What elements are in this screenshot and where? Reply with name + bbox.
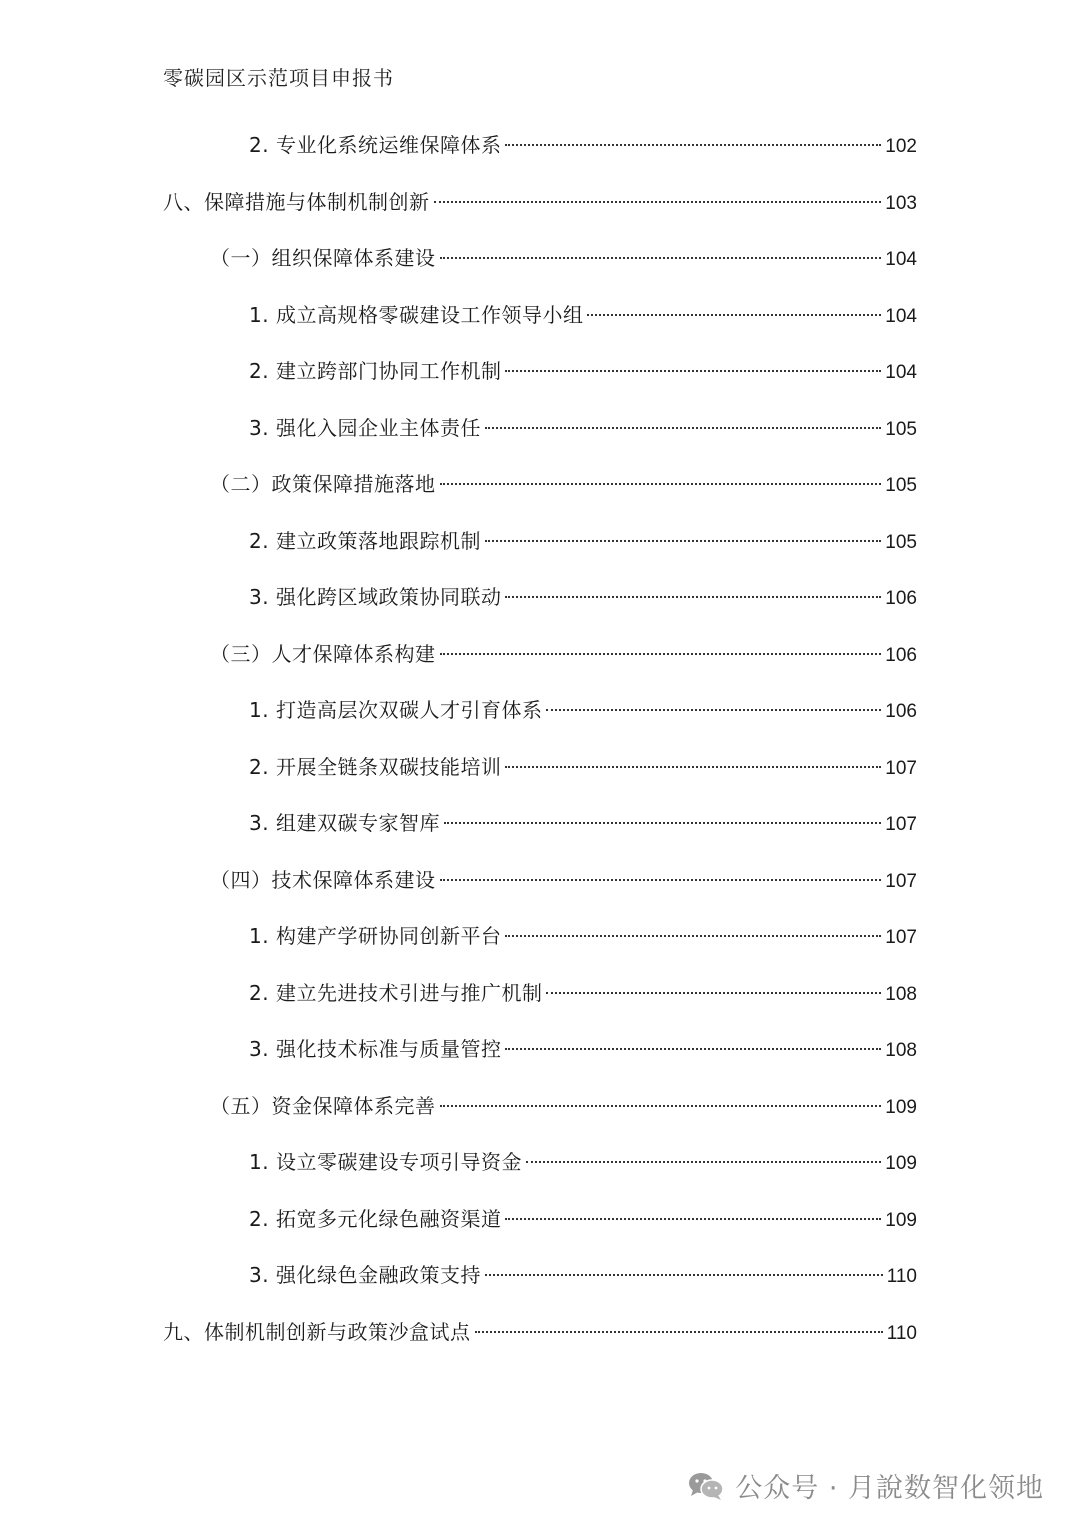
- toc-entry-title: （二）政策保障措施落地: [210, 472, 436, 496]
- toc-entry-title: 2. 专业化系统运维保障体系: [249, 133, 502, 157]
- toc-leader-dots: [485, 427, 881, 429]
- toc-entry-page-number: 102: [885, 136, 917, 157]
- toc-entry-page-number: 106: [885, 701, 917, 722]
- wechat-icon: [687, 1471, 725, 1501]
- toc-leader-dots: [505, 144, 881, 146]
- toc-leader-dots: [440, 257, 882, 259]
- toc-entry-page-number: 109: [885, 1097, 917, 1118]
- toc-entry-page-number: 109: [885, 1210, 917, 1231]
- toc-leader-dots: [587, 314, 881, 316]
- toc-entry-title: 3. 强化入园企业主体责任: [249, 416, 481, 440]
- toc-entry-title: 1. 打造高层次双碳人才引育体系: [249, 698, 543, 722]
- toc-entry[interactable]: [249, 1147, 917, 1177]
- toc-entry[interactable]: [249, 808, 917, 838]
- toc-entry-title: 1. 设立零碳建设专项引导资金: [249, 1150, 522, 1174]
- toc-leader-dots: [475, 1331, 883, 1333]
- toc-entry-page-number: 106: [885, 588, 917, 609]
- toc-leader-dots: [440, 1105, 882, 1107]
- toc-leader-dots: [505, 766, 881, 768]
- watermark-text: 公众号 · 月說数智化领地: [735, 1473, 1044, 1504]
- toc-leader-dots: [440, 879, 882, 881]
- toc-entry-page-number: 104: [885, 249, 917, 270]
- toc-leader-dots: [526, 1161, 881, 1163]
- toc-entry-page-number: 107: [885, 814, 917, 835]
- toc-entry[interactable]: [249, 1204, 917, 1234]
- toc-entry-title: 九、体制机制创新与政策沙盒试点: [163, 1320, 471, 1344]
- toc-entry[interactable]: [210, 469, 917, 499]
- toc-leader-dots: [485, 540, 881, 542]
- toc-entry[interactable]: [249, 752, 917, 782]
- toc-entry[interactable]: [163, 1317, 917, 1347]
- toc-entry-page-number: 104: [885, 306, 917, 327]
- toc-entry-title: 2. 建立先进技术引进与推广机制: [249, 981, 543, 1005]
- toc-entry-page-number: 104: [885, 362, 917, 383]
- toc-entry-title: 1. 成立高规格零碳建设工作领导小组: [249, 303, 584, 327]
- toc-entry-page-number: 105: [885, 475, 917, 496]
- toc-leader-dots: [440, 483, 882, 485]
- toc-leader-dots: [444, 822, 881, 824]
- toc-entry-page-number: 110: [886, 1323, 917, 1344]
- toc-entry[interactable]: [249, 582, 917, 612]
- toc-entry[interactable]: [163, 187, 917, 217]
- toc-entry[interactable]: [249, 695, 917, 725]
- toc-entry-title: 2. 拓宽多元化绿色融资渠道: [249, 1207, 502, 1231]
- toc-entry-title: （四）技术保障体系建设: [210, 868, 436, 892]
- toc-leader-dots: [546, 709, 881, 711]
- toc-entry-page-number: 107: [885, 927, 917, 948]
- toc-entry-page-number: 108: [885, 984, 917, 1005]
- toc-entry[interactable]: [249, 1034, 917, 1064]
- toc-entry-page-number: 107: [885, 758, 917, 779]
- toc-entry[interactable]: [249, 413, 917, 443]
- toc-entry[interactable]: [210, 865, 917, 895]
- toc-entry-title: 2. 建立跨部门协同工作机制: [249, 359, 502, 383]
- toc-entry-title: 3. 强化绿色金融政策支持: [249, 1263, 481, 1287]
- toc-entry-page-number: 106: [885, 645, 917, 666]
- toc-leader-dots: [485, 1274, 883, 1276]
- toc-leader-dots: [546, 992, 881, 994]
- toc-entry-page-number: 105: [885, 532, 917, 553]
- toc-entry-page-number: 107: [885, 871, 917, 892]
- toc-leader-dots: [440, 653, 882, 655]
- toc-entry-title: 2. 建立政策落地跟踪机制: [249, 529, 481, 553]
- toc-entry-page-number: 109: [885, 1153, 917, 1174]
- toc-entry[interactable]: [210, 639, 917, 669]
- toc-entry[interactable]: [249, 978, 917, 1008]
- toc-entry[interactable]: [249, 921, 917, 951]
- toc-entry[interactable]: [249, 300, 917, 330]
- toc-entry-title: （三）人才保障体系构建: [210, 642, 436, 666]
- toc-entry[interactable]: [249, 1260, 917, 1290]
- toc-entry-page-number: 103: [885, 193, 917, 214]
- toc-entry-title: 3. 组建双碳专家智库: [249, 811, 440, 835]
- toc-entry-title: 3. 强化技术标准与质量管控: [249, 1037, 502, 1061]
- toc-entry-page-number: 110: [886, 1266, 917, 1287]
- toc-entry-title: （五）资金保障体系完善: [210, 1094, 436, 1118]
- toc-leader-dots: [505, 935, 881, 937]
- toc-entry-page-number: 105: [885, 419, 917, 440]
- toc-leader-dots: [434, 201, 882, 203]
- toc-entry[interactable]: [249, 356, 917, 386]
- toc-entry-title: 八、保障措施与体制机制创新: [163, 190, 430, 214]
- toc-entry[interactable]: [210, 243, 917, 273]
- toc-leader-dots: [505, 596, 881, 598]
- toc-entry-title: 3. 强化跨区域政策协同联动: [249, 585, 502, 609]
- watermark: [687, 1466, 1044, 1505]
- toc-entry-page-number: 108: [885, 1040, 917, 1061]
- toc-entry-title: （一）组织保障体系建设: [210, 246, 436, 270]
- page-header: 零碳园区示范项目申报书: [163, 66, 394, 90]
- toc-entry[interactable]: [249, 130, 917, 160]
- toc-leader-dots: [505, 370, 881, 372]
- toc-leader-dots: [505, 1048, 881, 1050]
- toc-entry[interactable]: [249, 526, 917, 556]
- toc-leader-dots: [505, 1218, 881, 1220]
- toc-entry-title: 2. 开展全链条双碳技能培训: [249, 755, 502, 779]
- toc-entry[interactable]: [210, 1091, 917, 1121]
- toc-entry-title: 1. 构建产学研协同创新平台: [249, 924, 502, 948]
